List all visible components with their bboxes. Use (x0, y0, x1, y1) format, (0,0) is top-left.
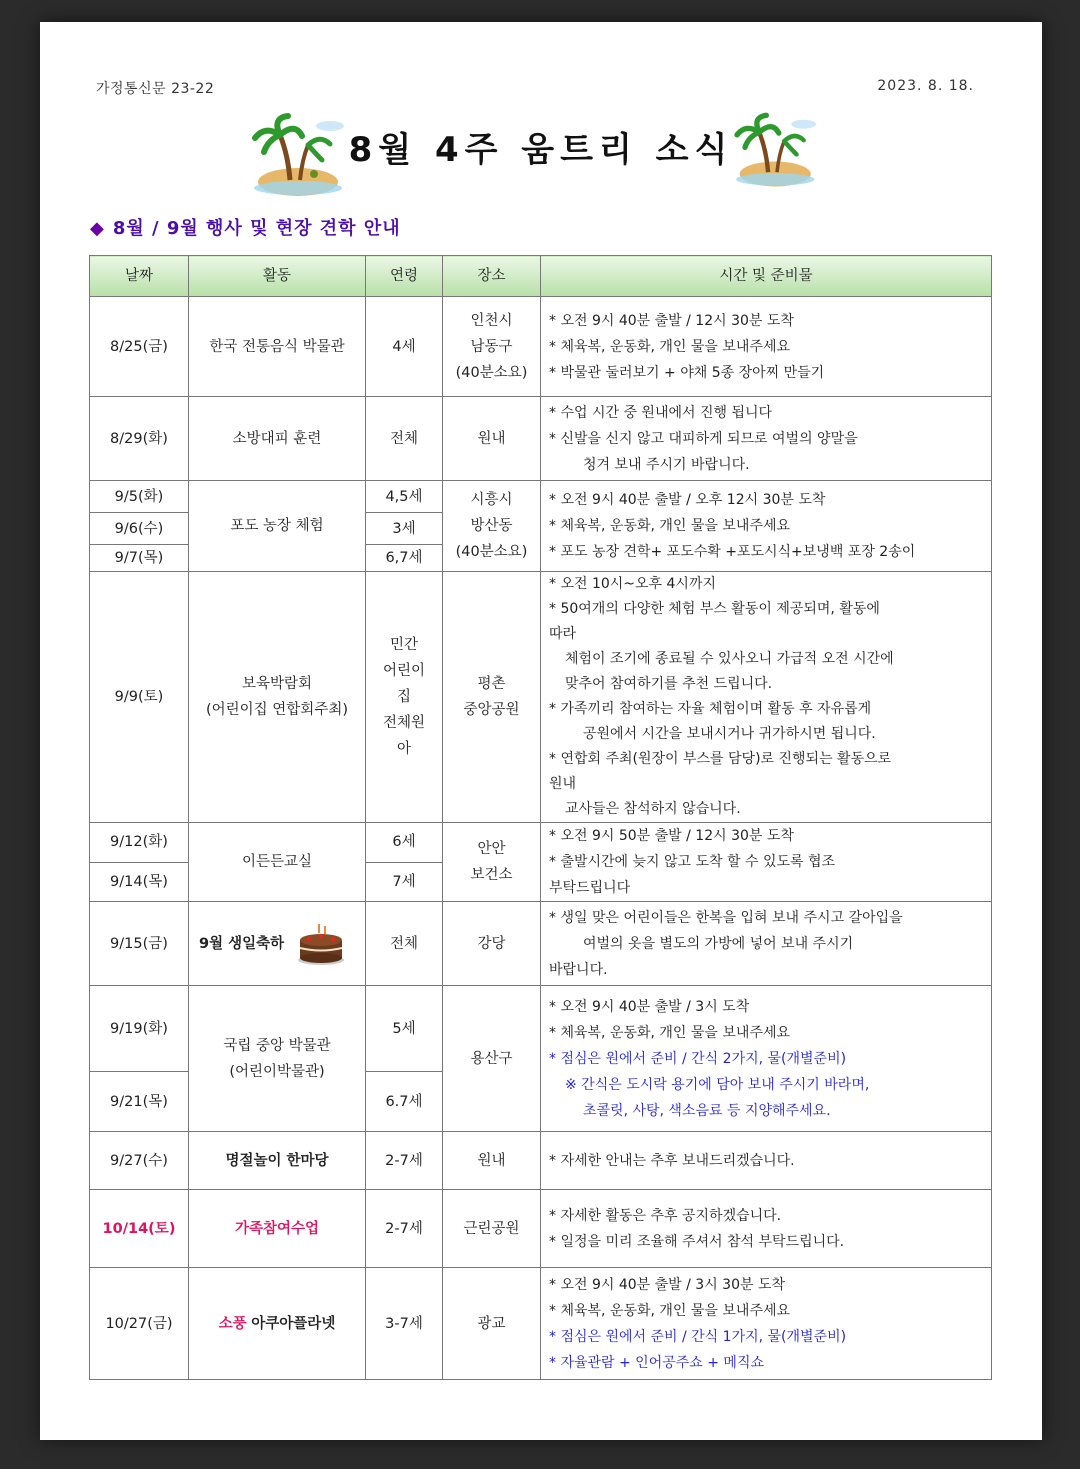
row-age: 3세 (366, 513, 443, 545)
row-age: 6세 (366, 823, 443, 863)
row-date: 10/27(금) (90, 1268, 189, 1380)
row-date: 9/19(화) (90, 986, 189, 1072)
row-place: 안안 보건소 (443, 823, 541, 902)
row-details: * 오전 9시 40분 출발 / 오후 12시 30분 도착 * 체육복, 운동화, 개인 물을 보내주세요 * 포도 농장 견학+ 포도수확 +포도시식+보냉백 포장 2송이 (541, 481, 992, 572)
table-row (90, 572, 992, 823)
table-header-row (90, 256, 992, 297)
row-date: 9/6(수) (90, 513, 189, 545)
row-date: 9/5(화) (90, 481, 189, 513)
row-age: 전체 (366, 397, 443, 481)
table-row (90, 297, 992, 397)
header-details: 시간 및 준비물 (541, 256, 992, 297)
page-title: 8월 4주 움트리 소식 (348, 130, 734, 170)
table-row (90, 986, 992, 1072)
row-place: 원내 (443, 397, 541, 481)
row-age: 3-7세 (366, 1268, 443, 1380)
row-activity: 한국 전통음식 박물관 (189, 297, 366, 397)
row-place: 시흥시 방산동 (40분소요) (443, 481, 541, 572)
row-date: 9/7(목) (90, 545, 189, 572)
document-page (40, 22, 1042, 1440)
schedule-table (89, 255, 992, 1380)
row-place: 근린공원 (443, 1190, 541, 1268)
row-age: 6,7세 (366, 545, 443, 572)
row-place: 인천시 남동구 (40분소요) (443, 297, 541, 397)
row-age: 6.7세 (366, 1072, 443, 1132)
row-place: 용산구 (443, 986, 541, 1132)
row-activity: 가족참여수업 (189, 1190, 366, 1268)
header-activity: 활동 (189, 256, 366, 297)
row-date: 9/27(수) (90, 1132, 189, 1190)
row-details: * 생일 맞은 어린이들은 한복을 입혀 보내 주시고 갈아입을 여벌의 옷을 별도의 가방에 넣어 보내 주시기 바랍니다. (541, 902, 992, 986)
row-place: 광교 (443, 1268, 541, 1380)
row-details: * 자세한 활동은 추후 공지하겠습니다. * 일정을 미리 조율해 주셔서 참석 부탁드립니다. (541, 1190, 992, 1268)
table-row (90, 1132, 992, 1190)
table-row (90, 1190, 992, 1268)
row-details: * 오전 9시 40분 출발 / 12시 30분 도착 * 체육복, 운동화, 개인 물을 보내주세요 * 박물관 둘러보기 + 야채 5종 장아찌 만들기 (541, 297, 992, 397)
header-age: 연령 (366, 256, 443, 297)
newsletter-number: 가정통신문 23-22 (96, 81, 215, 97)
table-row (90, 1268, 992, 1380)
row-activity: 9월 생일축하 (189, 902, 366, 986)
row-details: * 오전 10시~오후 4시까지 * 50여개의 다양한 체험 부스 활동이 제공되며, 활동에 따라 체험이 조기에 종료될 수 있사오니 가급적 오전 시간에 맞추어 참여하기를 추천 드립니다. * 가족끼리 참여하는 자율 체험이며 활동 후 자유롭게 공원에서 시간을 보내시거나 귀가하시면 됩니다. * 연합회 주최(원장이 부스를 담당)로 진행되는 활동으로 원내 교사들은 참석하지 않습니다. (541, 572, 992, 823)
row-age: 7세 (366, 862, 443, 902)
row-place: 원내 (443, 1132, 541, 1190)
row-date: 8/25(금) (90, 297, 189, 397)
row-details: * 오전 9시 40분 출발 / 3시 30분 도착 * 체육복, 운동화, 개인 물을 보내주세요 * 점심은 원에서 준비 / 간식 1가지, 물(개별준비) * 자율관람 + 인어공주쇼 + 메직쇼 (541, 1268, 992, 1380)
row-age: 5세 (366, 986, 443, 1072)
row-activity: 소방대피 훈련 (189, 397, 366, 481)
row-age: 전체 (366, 902, 443, 986)
newsletter-date: 2023. 8. 18. (877, 78, 974, 94)
table-row (90, 397, 992, 481)
row-details: * 자세한 안내는 추후 보내드리겠습니다. (541, 1132, 992, 1190)
row-date: 9/9(토) (90, 572, 189, 823)
row-age: 2-7세 (366, 1190, 443, 1268)
row-details: * 오전 9시 50분 출발 / 12시 30분 도착 * 출발시간에 늦지 않고 도착 할 수 있도록 협조 부탁드립니다 (541, 823, 992, 902)
row-activity: 이든든교실 (189, 823, 366, 902)
row-date: 9/14(목) (90, 862, 189, 902)
row-date: 10/14(토) (90, 1190, 189, 1268)
row-place: 평촌 중앙공원 (443, 572, 541, 823)
birthday-cake-icon (295, 922, 347, 966)
table-row (90, 823, 992, 863)
row-age: 2-7세 (366, 1132, 443, 1190)
row-activity: 국립 중앙 박물관 (어린이박물관) (189, 986, 366, 1132)
row-activity: 명절놀이 한마당 (189, 1132, 366, 1190)
table-row (90, 481, 992, 513)
row-activity: 소풍 아쿠아플라넷 (189, 1268, 366, 1380)
row-age: 4,5세 (366, 481, 443, 513)
row-age: 4세 (366, 297, 443, 397)
row-date: 9/12(화) (90, 823, 189, 863)
row-date: 8/29(화) (90, 397, 189, 481)
row-details: * 오전 9시 40분 출발 / 3시 도착 * 체육복, 운동화, 개인 물을 보내주세요 * 점심은 원에서 준비 / 간식 2가지, 물(개별준비) ※ 간식은 도시락 용기에 담아 보내 주시기 바라며, 초콜릿, 사탕, 색소음료 등 지양해주세요. (541, 986, 992, 1132)
section-heading: ◆ 8월 / 9월 행사 및 현장 견학 안내 (90, 218, 401, 239)
row-date: 9/15(금) (90, 902, 189, 986)
row-details: * 수업 시간 중 원내에서 진행 됩니다 * 신발을 신지 않고 대피하게 되므로 여벌의 양말을 청겨 보내 주시기 바랍니다. (541, 397, 992, 481)
row-activity: 포도 농장 체험 (189, 481, 366, 572)
row-date: 9/21(목) (90, 1072, 189, 1132)
row-age: 민간 어린이 집 전체원 아 (366, 572, 443, 823)
header-place: 장소 (443, 256, 541, 297)
row-place: 강당 (443, 902, 541, 986)
header-date: 날짜 (90, 256, 189, 297)
row-activity: 보육박람회 (어린이집 연합회주최) (189, 572, 366, 823)
diamond-bullet-icon: ◆ (90, 218, 105, 239)
table-row (90, 902, 992, 986)
